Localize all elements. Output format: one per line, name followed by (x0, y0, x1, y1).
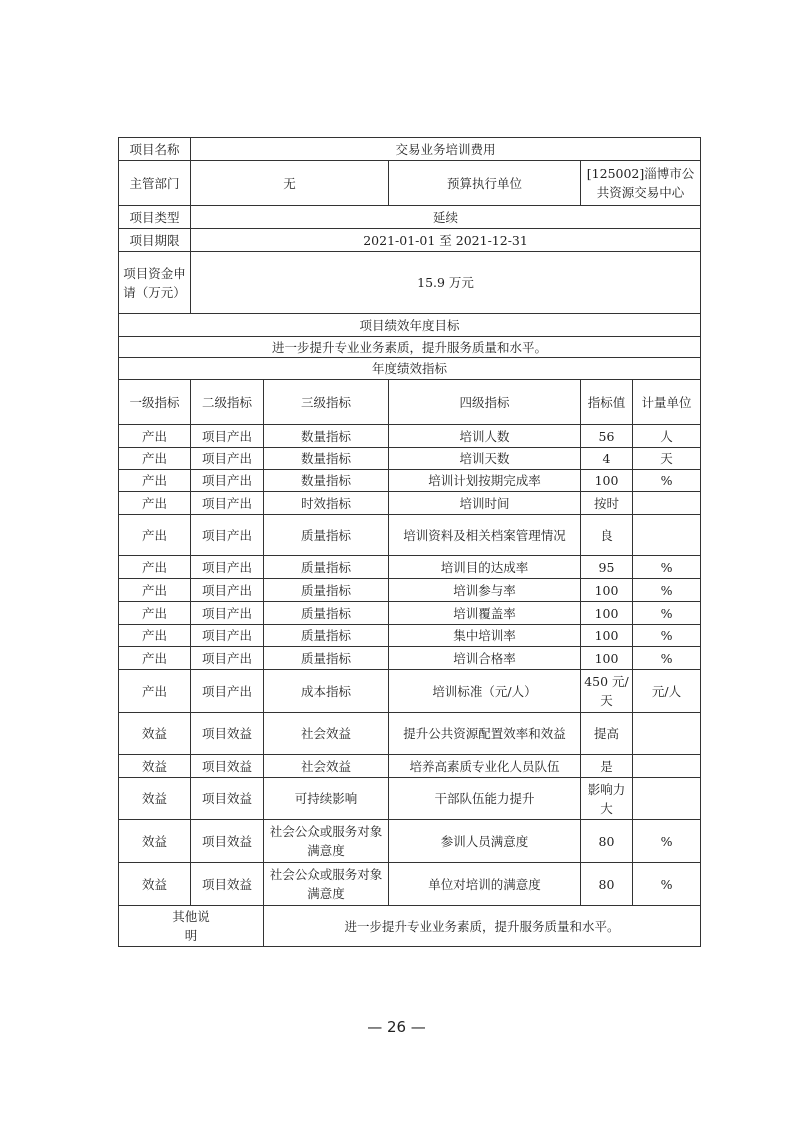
cell-unit: % (633, 556, 701, 579)
label-project-name: 项目名称 (119, 138, 191, 161)
cell-level3: 数量指标 (264, 448, 389, 470)
row-indicators-title (119, 358, 701, 380)
label-project-type: 项目类型 (119, 206, 191, 229)
row-project-type (119, 206, 701, 229)
cell-level1: 效益 (119, 863, 191, 906)
cell-level4: 培训时间 (389, 492, 581, 515)
cell-value: 56 (581, 425, 633, 448)
row-other-notes (119, 906, 701, 947)
table-row (119, 625, 701, 647)
cell-level3: 社会公众或服务对象满意度 (264, 820, 389, 863)
header-level2: 二级指标 (191, 380, 264, 425)
cell-level1: 产出 (119, 625, 191, 647)
cell-level2: 项目产出 (191, 425, 264, 448)
label-other-notes: 其他说明 (119, 906, 264, 947)
cell-unit: 天 (633, 448, 701, 470)
cell-level3: 质量指标 (264, 579, 389, 602)
cell-level3: 数量指标 (264, 470, 389, 492)
cell-level4: 培训覆盖率 (389, 602, 581, 625)
cell-level4: 干部队伍能力提升 (389, 778, 581, 820)
cell-unit (633, 515, 701, 556)
performance-table (118, 137, 701, 947)
cell-level4: 提升公共资源配置效率和效益 (389, 713, 581, 755)
cell-level4: 单位对培训的满意度 (389, 863, 581, 906)
cell-level2: 项目产出 (191, 579, 264, 602)
cell-value: 100 (581, 579, 633, 602)
cell-level4: 培训标准（元/人） (389, 670, 581, 713)
value-exec-unit: [125002]淄博市公共资源交易中心 (581, 161, 701, 206)
cell-value: 450 元/天 (581, 670, 633, 713)
cell-level3: 社会公众或服务对象满意度 (264, 863, 389, 906)
cell-level3: 质量指标 (264, 515, 389, 556)
cell-level2: 项目产出 (191, 625, 264, 647)
cell-level1: 产出 (119, 448, 191, 470)
cell-unit (633, 713, 701, 755)
header-value: 指标值 (581, 380, 633, 425)
table-row (119, 820, 701, 863)
row-funds (119, 252, 701, 314)
cell-unit: % (633, 602, 701, 625)
cell-level1: 效益 (119, 713, 191, 755)
cell-level1: 产出 (119, 556, 191, 579)
value-other-notes: 进一步提升专业业务素质，提升服务质量和水平。 (264, 906, 701, 947)
table-row (119, 448, 701, 470)
cell-level1: 效益 (119, 778, 191, 820)
cell-level2: 项目产出 (191, 602, 264, 625)
header-level3: 三级指标 (264, 380, 389, 425)
header-level4: 四级指标 (389, 380, 581, 425)
annual-goal-title: 项目绩效年度目标 (119, 314, 701, 337)
label-funds: 项目资金申请（万元） (119, 252, 191, 314)
table-row (119, 778, 701, 820)
cell-level1: 产出 (119, 602, 191, 625)
cell-level4: 培训人数 (389, 425, 581, 448)
cell-level4: 培训合格率 (389, 647, 581, 670)
indicators-header-row (119, 380, 701, 425)
table-row (119, 425, 701, 448)
table-row (119, 556, 701, 579)
cell-level3: 质量指标 (264, 602, 389, 625)
cell-level3: 质量指标 (264, 647, 389, 670)
label-project-period: 项目期限 (119, 229, 191, 252)
table-row (119, 647, 701, 670)
cell-value: 100 (581, 470, 633, 492)
table-row (119, 579, 701, 602)
table-row (119, 602, 701, 625)
cell-value: 95 (581, 556, 633, 579)
table-row (119, 755, 701, 778)
page-number: — 26 — (367, 1018, 426, 1036)
cell-value: 100 (581, 602, 633, 625)
cell-unit (633, 755, 701, 778)
table-row (119, 470, 701, 492)
row-goal-text (119, 337, 701, 358)
cell-level2: 项目效益 (191, 863, 264, 906)
cell-level3: 社会效益 (264, 713, 389, 755)
cell-level4: 培养高素质专业化人员队伍 (389, 755, 581, 778)
cell-level2: 项目产出 (191, 470, 264, 492)
row-goal-title (119, 314, 701, 337)
cell-value: 100 (581, 625, 633, 647)
indicators-title: 年度绩效指标 (119, 358, 701, 380)
value-project-name: 交易业务培训费用 (191, 138, 701, 161)
cell-value: 100 (581, 647, 633, 670)
cell-level1: 产出 (119, 670, 191, 713)
cell-level1: 产出 (119, 470, 191, 492)
cell-value: 良 (581, 515, 633, 556)
value-funds: 15.9 万元 (191, 252, 701, 314)
table-row (119, 515, 701, 556)
cell-level1: 效益 (119, 755, 191, 778)
cell-level4: 培训资料及相关档案管理情况 (389, 515, 581, 556)
cell-level2: 项目产出 (191, 515, 264, 556)
cell-level2: 项目产出 (191, 647, 264, 670)
cell-value: 80 (581, 863, 633, 906)
cell-level3: 时效指标 (264, 492, 389, 515)
cell-level1: 产出 (119, 515, 191, 556)
value-project-type: 延续 (191, 206, 701, 229)
cell-level4: 培训天数 (389, 448, 581, 470)
cell-unit: % (633, 470, 701, 492)
cell-level1: 产出 (119, 579, 191, 602)
header-unit: 计量单位 (633, 380, 701, 425)
cell-level4: 培训计划按期完成率 (389, 470, 581, 492)
cell-level2: 项目产出 (191, 670, 264, 713)
cell-value: 是 (581, 755, 633, 778)
cell-level3: 质量指标 (264, 556, 389, 579)
cell-level3: 可持续影响 (264, 778, 389, 820)
cell-level2: 项目效益 (191, 713, 264, 755)
cell-unit: % (633, 863, 701, 906)
cell-level4: 培训目的达成率 (389, 556, 581, 579)
value-project-period: 2021-01-01 至 2021-12-31 (191, 229, 701, 252)
cell-level2: 项目产出 (191, 556, 264, 579)
cell-value: 4 (581, 448, 633, 470)
cell-unit: 人 (633, 425, 701, 448)
cell-unit (633, 778, 701, 820)
cell-level4: 培训参与率 (389, 579, 581, 602)
cell-unit: % (633, 579, 701, 602)
cell-level2: 项目产出 (191, 448, 264, 470)
value-department: 无 (191, 161, 389, 206)
label-exec-unit: 预算执行单位 (389, 161, 581, 206)
cell-level3: 数量指标 (264, 425, 389, 448)
table-row (119, 713, 701, 755)
row-department (119, 161, 701, 206)
cell-level1: 产出 (119, 425, 191, 448)
cell-unit (633, 492, 701, 515)
annual-goal-text: 进一步提升专业业务素质，提升服务质量和水平。 (119, 337, 701, 358)
cell-unit: % (633, 625, 701, 647)
cell-value: 80 (581, 820, 633, 863)
cell-level3: 质量指标 (264, 625, 389, 647)
cell-level1: 产出 (119, 492, 191, 515)
cell-value: 提高 (581, 713, 633, 755)
label-department: 主管部门 (119, 161, 191, 206)
cell-level2: 项目效益 (191, 820, 264, 863)
table-row (119, 863, 701, 906)
cell-level3: 成本指标 (264, 670, 389, 713)
cell-unit: % (633, 820, 701, 863)
cell-unit: % (633, 647, 701, 670)
cell-value: 影响力大 (581, 778, 633, 820)
cell-level4: 参训人员满意度 (389, 820, 581, 863)
cell-level2: 项目效益 (191, 755, 264, 778)
cell-level1: 效益 (119, 820, 191, 863)
cell-level3: 社会效益 (264, 755, 389, 778)
cell-unit: 元/人 (633, 670, 701, 713)
cell-level2: 项目产出 (191, 492, 264, 515)
row-project-period (119, 229, 701, 252)
cell-level2: 项目效益 (191, 778, 264, 820)
header-level1: 一级指标 (119, 380, 191, 425)
cell-value: 按时 (581, 492, 633, 515)
row-project-name (119, 138, 701, 161)
table-row (119, 670, 701, 713)
cell-level1: 产出 (119, 647, 191, 670)
table-row (119, 492, 701, 515)
cell-level4: 集中培训率 (389, 625, 581, 647)
